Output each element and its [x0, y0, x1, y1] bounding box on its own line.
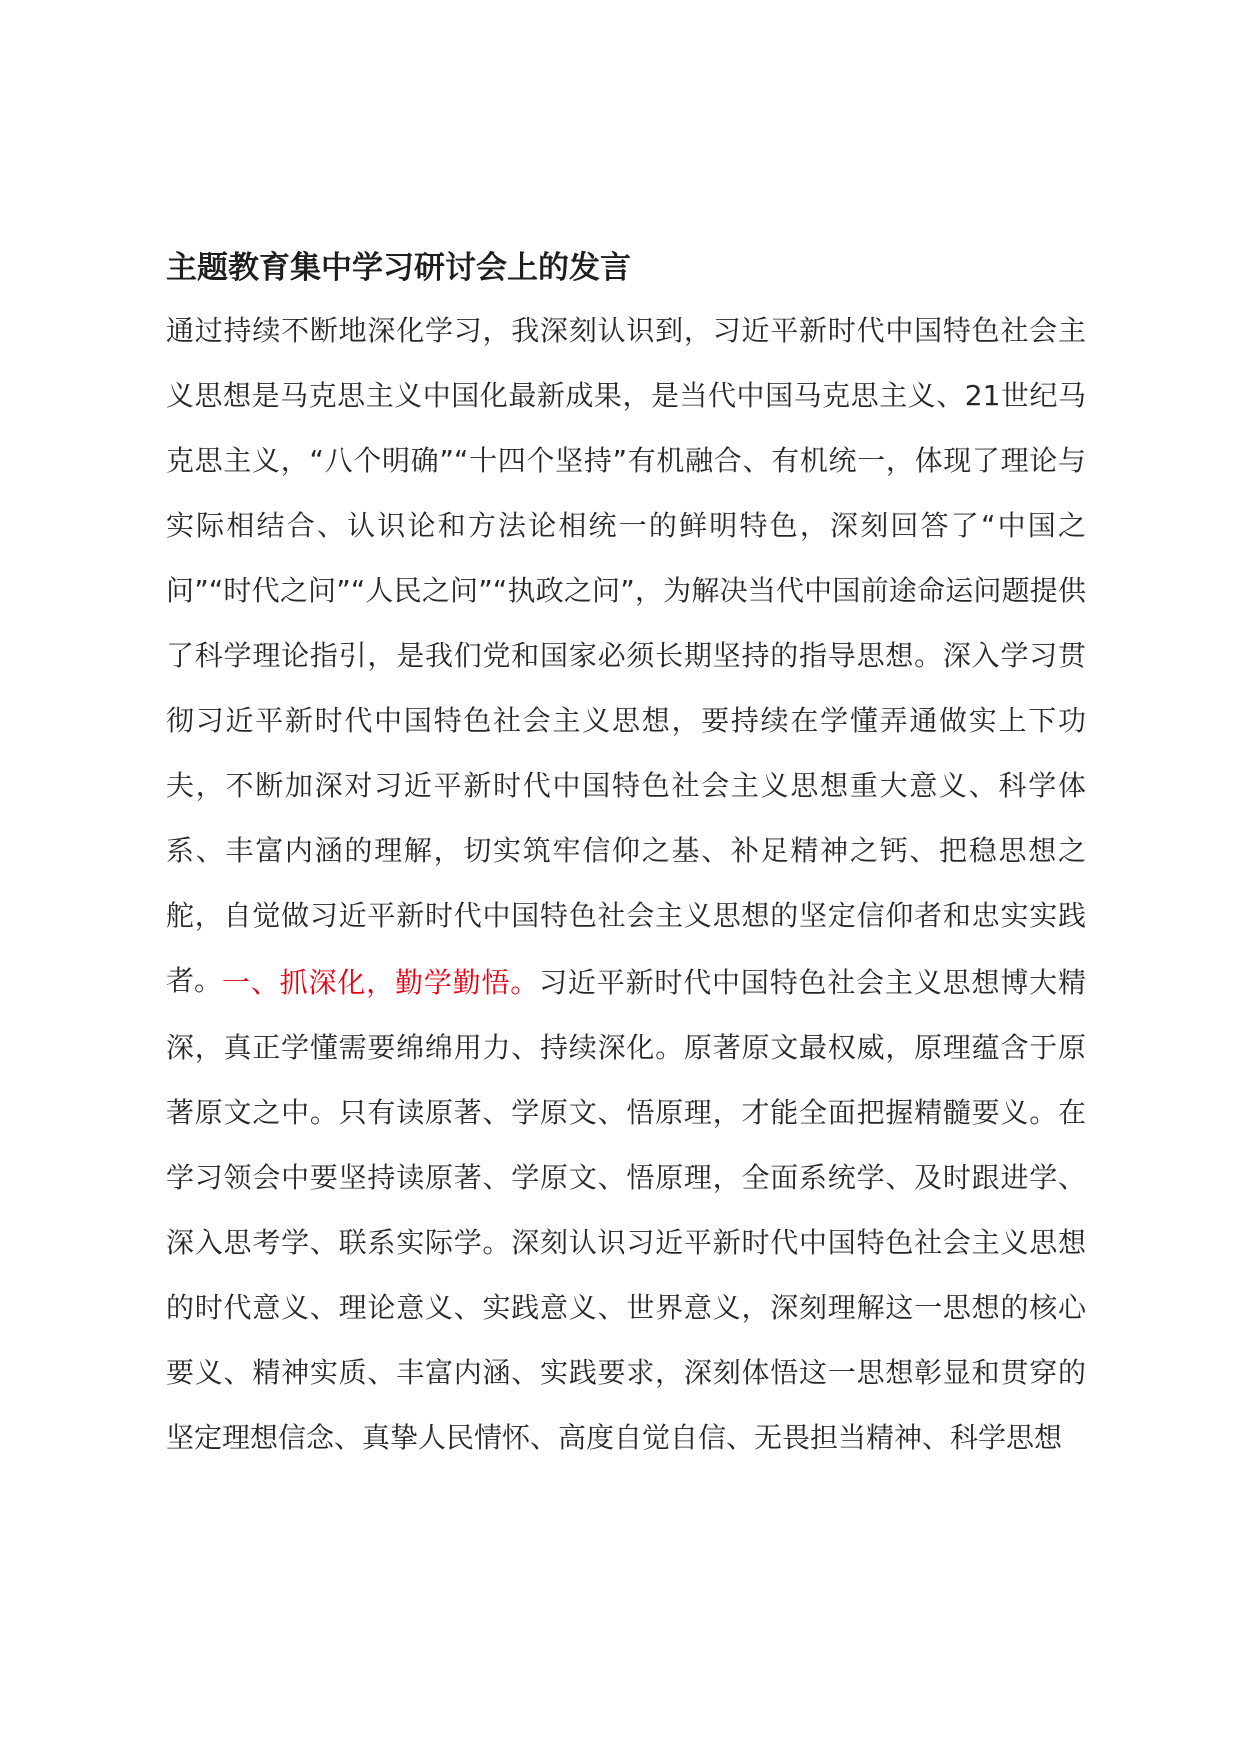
section-heading-one: 一、抓深化，勤学勤悟。	[222, 966, 540, 999]
section-one-body: 习近平新时代中国特色社会主义思想博大精深，真正学懂需要绵绵用力、持续深化。原著原文最权威，原理蕴含于原著原文之中。只有读原著、学原文、悟原理，才能全面把握精髓要义。在学习领会中要坚持读原著、学原文、悟原理，全面系统学、及时跟进学、深入思考学、联系实际学。深刻认识习近平新时代中国特色社会主义思想的时代意义、理论意义、实践意义、世界意义，深刻理解这一思想的核心要义、精神实质、丰富内涵、实践要求，深刻体悟这一思想彰显和贯穿的坚定理想信念、真挚人民情怀、高度自觉自信、无畏担当精神、科学思想	[166, 966, 1086, 1454]
document-title: 主题教育集中学习研讨会上的发言	[166, 250, 631, 286]
paragraph-section-one	[166, 950, 1086, 1470]
paragraph-intro: 通过持续不断地深化学习，我深刻认识到，习近平新时代中国特色社会主义思想是马克思主义中国化最新成果，是当代中国马克思主义、21世纪马克思主义，“八个明确”“十四个坚持”有机融合、有机统一，体现了理论与实际相结合、认识论和方法论相统一的鲜明特色，深刻回答了“中国之问”“时代之问”“人民之问”“执政之问”，为解决当代中国前途命运问题提供了科学理论指引，是我们党和国家必须长期坚持的指导思想。深入学习贯彻习近平新时代中国特色社会主义思想，要持续在学懂弄通做实上下功夫，不断加深对习近平新时代中国特色社会主义思想重大意义、科学体系、丰富内涵的理解，切实筑牢信仰之基、补足精神之钙、把稳思想之舵，自觉做习近平新时代中国特色社会主义思想的坚定信仰者和忠实实践者。	[166, 314, 1086, 997]
